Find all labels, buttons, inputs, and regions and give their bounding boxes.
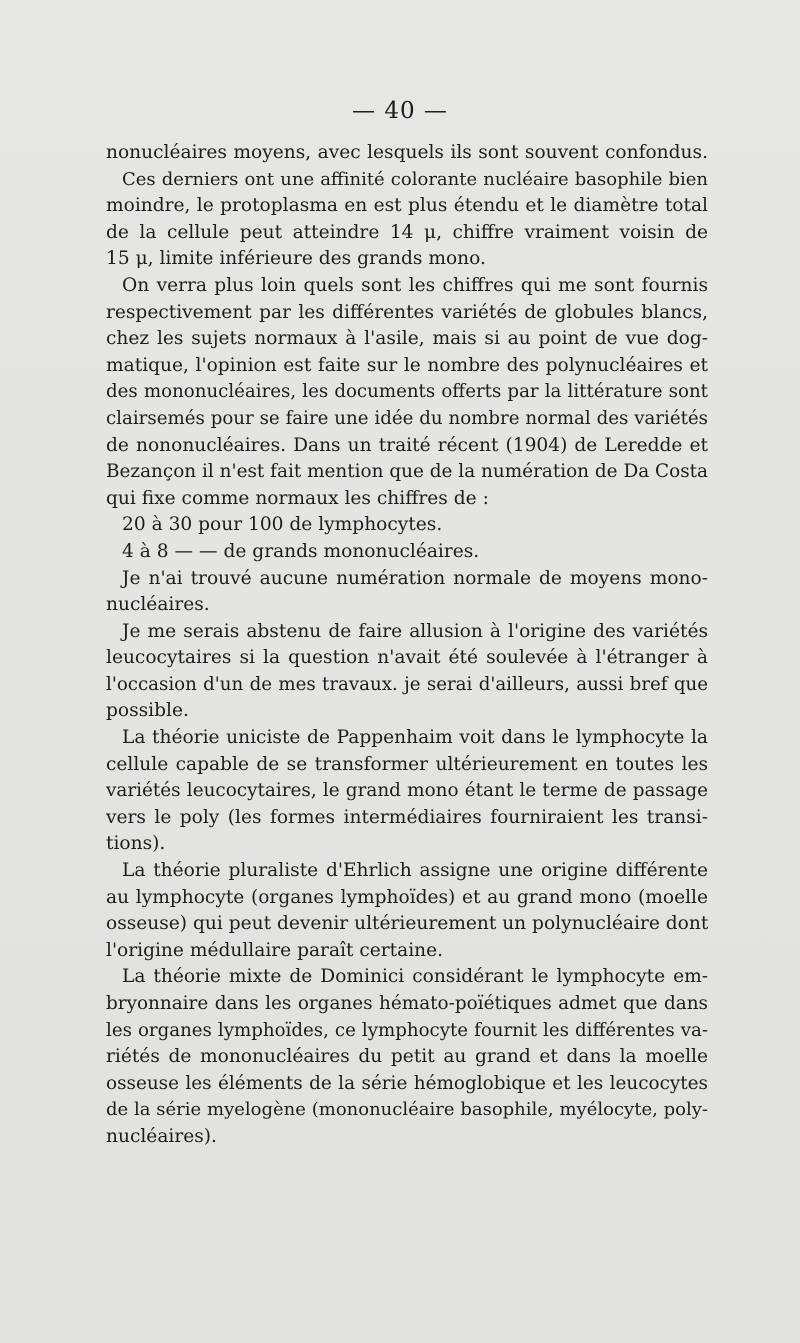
text-line: les organes lymphoïdes, ce lymphocyte fournit les différentes va- — [106, 1019, 708, 1041]
text-line: leucocytaires si la question n'avait été soulevée à l'étranger à — [106, 647, 708, 669]
text-line: tions). — [106, 833, 166, 855]
text-line: au lymphocyte (organes lymphoïdes) et au grand mono (moelle — [106, 886, 708, 908]
text-line: Je n'ai trouvé aucune numération normale de moyens mono- — [122, 567, 708, 589]
text-line: clairsemés pour se faire une idée du nombre normal des variétés — [106, 407, 708, 429]
text-line: cellule capable de se transformer ultérieurement en toutes les — [106, 753, 708, 775]
text-line: possible. — [106, 700, 189, 722]
text-line: de nononucléaires. Dans un traité récent (1904) de Leredde et — [106, 434, 708, 456]
text-line: matique, l'opinion est faite sur le nombre des polynucléaires et — [106, 354, 708, 376]
text-line: On verra plus loin quels sont les chiffres qui me sont fournis — [122, 274, 708, 296]
text-line: qui fixe comme normaux les chiffres de : — [106, 487, 489, 509]
text-line: l'occasion d'un de mes travaux. je serai d'ailleurs, aussi bref que — [106, 673, 708, 695]
text-line: de la série myelogène (mononucléaire basophile, myélocyte, poly- — [106, 1099, 708, 1121]
text-line: 15 μ, limite inférieure des grands mono. — [106, 248, 486, 270]
text-line: nonucléaires moyens, avec lesquels ils sont souvent confondus. — [106, 142, 708, 163]
text-line: 4 à 8 — — de grands mononucléaires. — [122, 540, 480, 562]
text-line: l'origine médullaire paraît certaine. — [106, 939, 444, 961]
text-line: Ces derniers ont une affinité colorante nucléaire basophile bien — [122, 168, 708, 190]
text-line: des mononucléaires, les documents offerts par la littérature sont — [106, 381, 708, 403]
text-line: riétés de mononucléaires du petit au grand et dans la moelle — [106, 1046, 708, 1068]
text-line: Bezançon il n'est fait mention que de la numération de Da Costa — [106, 461, 708, 483]
body-text — [106, 140, 708, 1151]
text-line: nucléaires. — [106, 594, 210, 616]
text-line: moindre, le protoplasma en est plus étendu et le diamètre total — [106, 195, 708, 217]
text-line: 20 à 30 pour 100 de lymphocytes. — [122, 514, 443, 536]
text-line: nucléaires). — [106, 1125, 217, 1147]
page-number: — 40 — — [352, 98, 448, 124]
text-line: La théorie pluraliste d'Ehrlich assigne une origine différente — [122, 860, 708, 882]
text-line: bryonnaire dans les organes hémato-poïétiques admet que dans — [106, 993, 708, 1014]
text-line: de la cellule peut atteindre 14 μ, chiffre vraiment voisin de — [106, 221, 708, 243]
text-line: osseuse les éléments de la série hémoglobique et les leucocytes — [106, 1072, 708, 1094]
text-line: chez les sujets normaux à l'asile, mais si au point de vue dog- — [106, 328, 708, 350]
text-line: variétés leucocytaires, le grand mono étant le terme de passage — [106, 780, 708, 802]
text-line: vers le poly (les formes intermédiaires fourniraient les transi- — [106, 806, 708, 828]
text-line: respectivement par les différentes variétés de globules blancs, — [106, 301, 708, 323]
text-line: osseuse) qui peut devenir ultérieurement un polynucléaire dont — [106, 913, 709, 935]
text-line: Je me serais abstenu de faire allusion à l'origine des variétés — [122, 620, 708, 642]
text-line: La théorie mixte de Dominici considérant le lymphocyte em- — [122, 966, 708, 988]
text-line: La théorie uniciste de Pappenhaim voit dans le lymphocyte la — [122, 727, 708, 749]
